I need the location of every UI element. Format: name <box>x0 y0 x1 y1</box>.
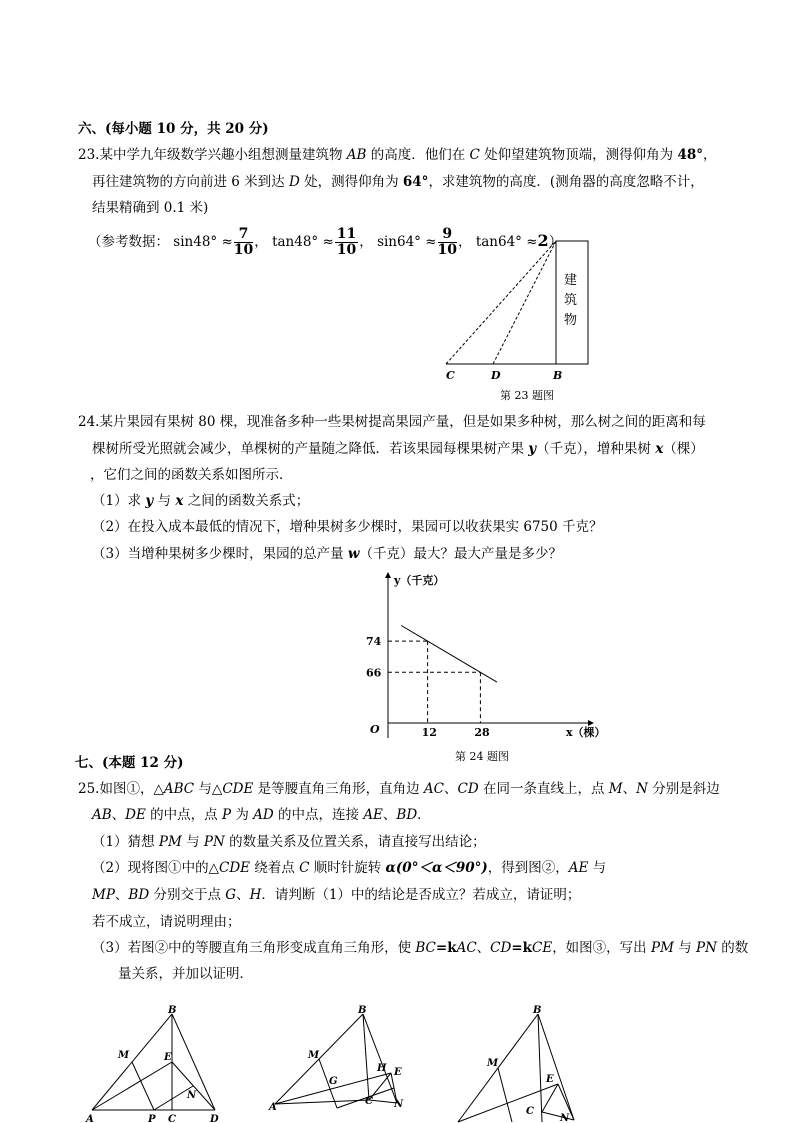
q24-text: （千克）最大？最大产量是多少？ <box>359 546 563 562</box>
var: PM <box>650 940 674 956</box>
q25-text: 与 <box>181 834 204 850</box>
q24-text: 某片果园有果树 80 棵，现准备多种一些果树提高果园产量，但是如果多种树，那么树之间的距离和每 <box>99 414 706 430</box>
sep: 、 <box>111 807 126 823</box>
q25-number: 25. <box>78 781 100 797</box>
var: C <box>299 860 310 876</box>
fig3-label-m: M <box>487 1058 499 1069</box>
y-axis-label: y（千克） <box>394 574 445 587</box>
q24-caption: 第 24 题图 <box>455 750 509 763</box>
fig2-label-h: H <box>377 1063 387 1074</box>
var: CDE <box>222 781 254 797</box>
q25-text: 在同一条直线上，点 <box>478 781 609 797</box>
approx-sign: ≈ <box>221 234 233 250</box>
fig3-label-b: B <box>533 1005 542 1016</box>
sep: 、 <box>114 887 129 903</box>
fig1-label-m: M <box>118 1050 130 1061</box>
q25-text: 为 <box>231 807 254 823</box>
var-x: x <box>655 441 664 457</box>
origin-label: O <box>370 723 380 736</box>
q25-text: （1）猜想 <box>92 834 159 850</box>
q25-text: （3）若图②中的等腰直角三角形变成直角三角形，使 <box>92 940 416 956</box>
q24-text: （3）当增种果树多少棵时，果园的总产量 <box>92 546 348 562</box>
var: PN <box>696 940 717 956</box>
q23-text: 处仰望建筑物顶端，测得仰角为 <box>479 147 678 163</box>
q25-line-2 <box>92 806 431 824</box>
fraction-sin48 <box>234 227 253 258</box>
point-c-label: C <box>446 369 455 382</box>
fig1-label-n: N <box>187 1090 197 1101</box>
denominator: 10 <box>233 242 254 258</box>
var: BC <box>415 940 436 956</box>
comma: ， <box>458 234 472 250</box>
q25-text: 的中点，连接 <box>273 807 364 823</box>
sep: 、 <box>382 807 397 823</box>
q23-var: D <box>288 174 300 190</box>
q25-figure-2 <box>265 1000 415 1123</box>
var: M <box>608 781 623 797</box>
var: P <box>221 807 232 823</box>
fig3-label-c: C <box>526 1106 534 1117</box>
q25-text: 与△ <box>194 781 223 797</box>
y-tick-label: 66 <box>366 666 382 680</box>
var: AC <box>456 940 477 956</box>
var: AB <box>92 807 112 823</box>
x-axis-label: x（棵） <box>566 726 606 739</box>
q24-part-3 <box>92 545 562 563</box>
section-7-heading: 七、(本题 12 分) <box>75 755 184 771</box>
point-b-label: B <box>553 369 563 382</box>
denominator: 10 <box>437 242 458 258</box>
q25-text: 与 <box>588 860 607 876</box>
q25-text: ． <box>417 807 431 823</box>
fig3-label-e: E <box>546 1074 554 1085</box>
ref-label: （参考数据： <box>88 234 169 250</box>
tan48: tan48° <box>272 234 319 250</box>
sight-line-c <box>446 241 556 364</box>
q24-line-1 <box>78 413 706 431</box>
sight-line-d <box>493 241 556 364</box>
var: G <box>225 887 237 903</box>
q23-line-3: 结果精确到 0.1 米) <box>92 200 209 216</box>
q25-text: 绕着点 <box>250 860 300 876</box>
close-paren: ） <box>548 234 563 250</box>
var: DE <box>125 807 146 823</box>
fig1-label-p: P <box>148 1114 156 1123</box>
fig1-label-b: B <box>168 1005 177 1016</box>
var: ABC <box>163 781 195 797</box>
var: AD <box>253 807 274 823</box>
var-x: x <box>175 493 184 509</box>
q25-text: 的中点，点 <box>145 807 222 823</box>
fig1-label-d: D <box>210 1114 219 1123</box>
var-w: w <box>347 546 360 562</box>
var: AE <box>568 860 589 876</box>
var: CD <box>490 940 512 956</box>
q24-line-2 <box>92 440 704 458</box>
q25-text: 的数 <box>716 940 749 956</box>
fig1-label-a: A <box>86 1114 94 1123</box>
data-line <box>401 626 497 683</box>
x-tick-label: 12 <box>421 726 437 739</box>
q25-text: 顺时针旋转 <box>309 860 386 876</box>
q25-text: 分别是斜边 <box>647 781 720 797</box>
fig2-label-g: G <box>329 1076 338 1087</box>
approx-sign: ≈ <box>526 234 538 250</box>
section-6-heading: 六、(每小题 10 分，共 20 分) <box>78 121 269 137</box>
q23-angle: 64° <box>402 174 429 190</box>
sep: 、 <box>236 887 250 903</box>
var: AE <box>363 807 383 823</box>
q23-text: 某中学九年级数学兴趣小组想测量建筑物 <box>99 147 347 163</box>
q25-figure-3 <box>450 1000 600 1123</box>
building-label-1: 建 <box>564 273 578 288</box>
q25-part-2-line-1 <box>92 859 606 877</box>
q25-figure-1 <box>80 1000 240 1123</box>
x-tick-label: 28 <box>474 726 490 739</box>
q23-text: ，求建筑物的高度．(测角器的高度忽略不计， <box>428 174 704 190</box>
numerator: 9 <box>438 227 457 243</box>
building-label-2: 筑 <box>564 293 578 308</box>
q25-text: 与 <box>673 940 696 956</box>
q24-text: （棵） <box>663 441 704 457</box>
q25-text: （2）现将图①中的△ <box>92 860 219 876</box>
fig2-label-e: E <box>394 1067 402 1078</box>
tan64-value: 2 <box>537 231 549 250</box>
fig1-label-e: E <box>164 1052 172 1063</box>
q24-part-2: （2）在投入成本最低的情况下，增种果树多少棵时，果园可以收获果实 6750 千克？ <box>92 519 603 535</box>
q25-part-2-line-3: 若不成立，请说明理由； <box>92 914 241 930</box>
q24-text: 之间的函数关系式； <box>183 493 310 509</box>
q25-text: 分别交于点 <box>149 887 226 903</box>
q24-text: （千克），增种果树 <box>536 441 656 457</box>
var-y: y <box>145 493 154 509</box>
q23-var: AB <box>346 147 367 163</box>
var: CDE <box>218 860 250 876</box>
approx-sign: ≈ <box>322 234 334 250</box>
var: BD <box>396 807 418 823</box>
q24-line-3: ，它们之间的函数关系如图所示． <box>90 467 293 483</box>
q23-text: 的高度．他们在 <box>366 147 470 163</box>
q24-chart <box>358 568 608 743</box>
var: PN <box>203 834 225 850</box>
tan64: tan64° <box>475 234 522 250</box>
q25-line-1 <box>78 780 720 798</box>
alpha-range: α(0°＜α＜90°) <box>385 860 488 876</box>
fig2-label-c: C <box>365 1096 373 1107</box>
q24-text: （1）求 <box>92 493 146 509</box>
sin48: sin48° <box>173 234 218 250</box>
k-factor: =k <box>435 940 457 956</box>
q24-text: 棵树所受光照就会减少，单棵树的产量随之降低．若该果园每棵果树产果 <box>92 441 529 457</box>
numerator: 7 <box>234 227 253 243</box>
y-tick-label: 74 <box>366 635 382 649</box>
q23-angle: 48° <box>677 147 704 163</box>
fig3-label-n: N <box>560 1113 570 1123</box>
q25-text: 如图①，△ <box>99 781 164 797</box>
q25-part-3-line-2: 量关系，并加以证明． <box>118 966 253 982</box>
sep: 、 <box>444 781 458 797</box>
q23-caption: 第 23 题图 <box>500 389 554 402</box>
q25-text: ，得到图②， <box>487 860 569 876</box>
sep: 、 <box>476 940 491 956</box>
fraction-tan48 <box>335 227 358 258</box>
denominator: 10 <box>336 242 357 258</box>
q25-part-3-line-1 <box>92 939 748 957</box>
q25-part-2-line-2 <box>92 886 580 904</box>
q25-text: ．请判断（1）中的结论是否成立？若成立，请证明； <box>261 887 581 903</box>
fig2-label-n: N <box>394 1099 404 1110</box>
var: N <box>636 781 648 797</box>
building-label-3: 物 <box>564 313 578 328</box>
approx-sign: ≈ <box>425 234 437 250</box>
q23-var: C <box>469 147 480 163</box>
k-factor: =k <box>511 940 532 956</box>
comma: ， <box>254 234 268 250</box>
q23-text: 处，测得仰角为 <box>299 174 403 190</box>
q23-text: ， <box>703 147 717 163</box>
q23-line-1 <box>78 146 717 164</box>
var-y: y <box>528 441 537 457</box>
q25-text: 是等腰直角三角形，直角边 <box>253 781 424 797</box>
comma: ， <box>359 234 373 250</box>
sep: 、 <box>622 781 637 797</box>
point-d-label: D <box>491 369 501 382</box>
fig1-label-c: C <box>168 1114 176 1123</box>
q23-line-2 <box>92 173 704 191</box>
numerator: 11 <box>336 226 357 242</box>
var: MP <box>92 887 115 903</box>
fig2-label-b: B <box>358 1005 367 1016</box>
q23-number: 23. <box>78 147 100 163</box>
sin64: sin64° <box>377 234 421 250</box>
q25-text: 的数量关系及位置关系，请直接写出结论； <box>224 834 486 850</box>
var: CD <box>457 781 479 797</box>
fig2-label-m: M <box>308 1050 320 1061</box>
var: H <box>249 887 262 903</box>
fig2-label-a: A <box>269 1102 277 1113</box>
q25-part-1 <box>92 833 486 851</box>
q24-text: 与 <box>153 493 176 509</box>
q24-number: 24. <box>78 414 100 430</box>
var: BD <box>128 887 150 903</box>
q24-part-1 <box>92 492 309 510</box>
var: PM <box>158 834 182 850</box>
q23-figure <box>438 236 598 386</box>
var: CE <box>532 940 553 956</box>
q25-text: ，如图③，写出 <box>552 940 651 956</box>
q23-text: 再往建筑物的方向前进 6 米到达 <box>92 174 289 190</box>
var: AC <box>423 781 445 797</box>
